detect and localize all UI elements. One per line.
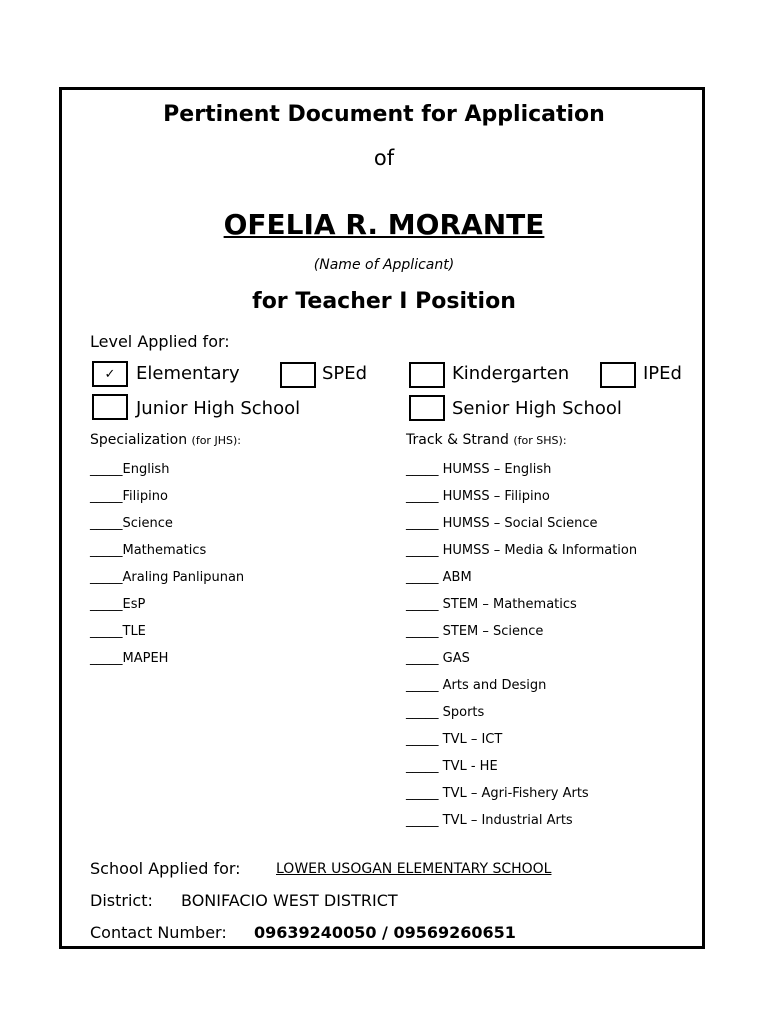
label-junior-high: Junior High School — [136, 398, 301, 419]
checkbox-kindergarten[interactable] — [409, 362, 445, 388]
district-value: BONIFACIO WEST DISTRICT — [181, 891, 398, 910]
document-title: Pertinent Document for Application — [163, 102, 605, 127]
specialization-item: _____Science — [90, 516, 173, 531]
checkbox-iped[interactable] — [600, 362, 636, 388]
level-applied-label: Level Applied for: — [90, 332, 230, 351]
track-item: _____ Arts and Design — [406, 678, 547, 693]
applicant-name-note: (Name of Applicant) — [313, 257, 455, 273]
track-item: _____ TVL - HE — [406, 759, 498, 774]
label-elementary: Elementary — [136, 363, 240, 384]
specialization-item: _____MAPEH — [90, 651, 169, 666]
track-item: _____ GAS — [406, 651, 470, 666]
specialization-heading-text: Specialization — [90, 432, 188, 448]
check-icon: ✓ — [104, 366, 116, 382]
school-applied-label: School Applied for: — [90, 859, 241, 878]
district-label: District: — [90, 891, 153, 910]
specialization-heading — [90, 432, 241, 448]
track-heading-note: (for SHS): — [513, 434, 567, 447]
track-heading — [406, 432, 567, 448]
contact-number-label: Contact Number: — [90, 923, 227, 942]
specialization-item: _____Filipino — [90, 489, 168, 504]
track-item: _____ ABM — [406, 570, 472, 585]
checkbox-elementary[interactable] — [92, 361, 128, 387]
track-item: _____ TVL – Industrial Arts — [406, 813, 573, 828]
label-senior-high: Senior High School — [452, 398, 622, 419]
track-item: _____ HUMSS – Filipino — [406, 489, 550, 504]
applicant-name: OFELIA R. MORANTE — [223, 208, 545, 241]
specialization-item: _____EsP — [90, 597, 146, 612]
label-kindergarten: Kindergarten — [452, 363, 570, 384]
contact-number-value: 09639240050 / 09569260651 — [254, 923, 516, 942]
specialization-item: _____Mathematics — [90, 543, 207, 558]
checkbox-senior-high[interactable] — [409, 395, 445, 421]
specialization-item: _____TLE — [90, 624, 146, 639]
track-item: _____ STEM – Science — [406, 624, 544, 639]
specialization-item: _____English — [90, 462, 170, 477]
track-item: _____ TVL – ICT — [406, 732, 503, 747]
track-item: _____ STEM – Mathematics — [406, 597, 577, 612]
track-heading-text: Track & Strand — [406, 432, 509, 448]
track-item: _____ HUMSS – Social Science — [406, 516, 598, 531]
label-iped: IPEd — [643, 363, 682, 384]
title-of: of — [373, 146, 395, 170]
specialization-heading-note: (for JHS): — [191, 434, 241, 447]
track-item: _____ HUMSS – English — [406, 462, 552, 477]
track-item: _____ HUMSS – Media & Information — [406, 543, 638, 558]
checkbox-sped[interactable] — [280, 362, 316, 388]
position-title: for Teacher I Position — [252, 289, 516, 314]
track-item: _____ TVL – Agri-Fishery Arts — [406, 786, 589, 801]
label-sped: SPEd — [322, 363, 368, 384]
track-item: _____ Sports — [406, 705, 485, 720]
school-applied-value: LOWER USOGAN ELEMENTARY SCHOOL — [276, 861, 552, 877]
checkbox-junior-high[interactable] — [92, 394, 128, 420]
specialization-item: _____Araling Panlipunan — [90, 570, 245, 585]
